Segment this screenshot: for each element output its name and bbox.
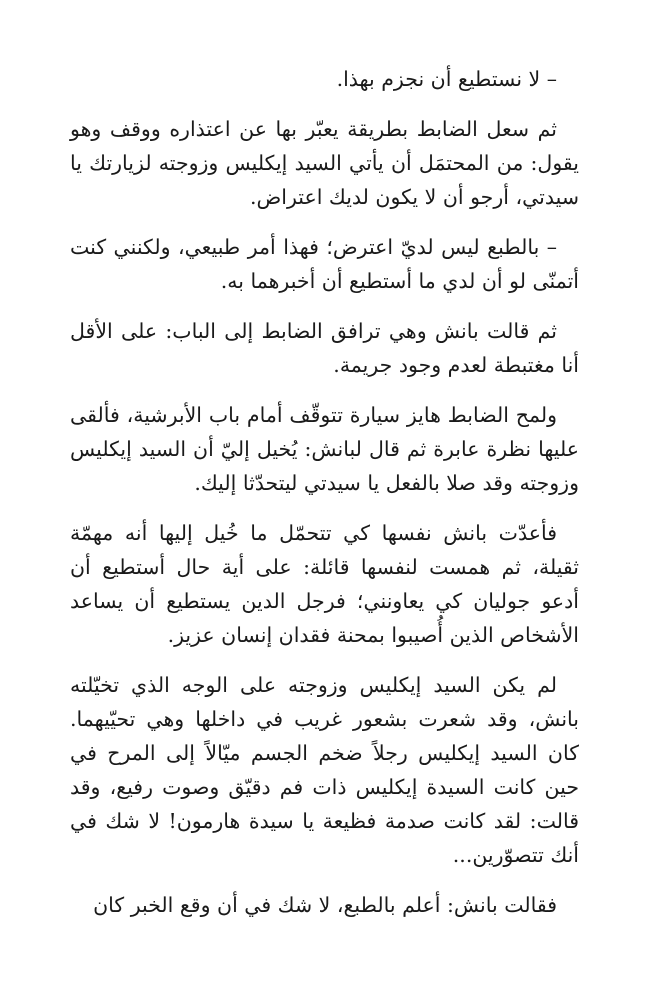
paragraph-3: – بالطبع ليس لديّ اعترض؛ فهذا أمر طبيعي، ولكنني كنت أتمنّى لو أن لدي ما أستطيع أن أخبرهما به. — [70, 235, 579, 293]
paragraph-1: – لا نستطيع أن نجزم بهذا. — [336, 67, 557, 91]
paragraph-7: لم يكن السيد إيكليس وزوجته على الوجه الذي تخيّلته بانش، وقد شعرت بشعور غريب في داخلها وهي تحيّيهما. كان السيد إيكليس رجلاً ضخم الجسم ميّالاً إلى المرح في حين كانت السيدة إيكليس ذات فم دقيّق وصوت رفيع، وقد قالت: لقد كانت صدمة فظيعة يا سيدة هارمون! لا شك في أنك تتصوّرين... — [70, 673, 579, 867]
paragraph-8: فقالت بانش: أعلم بالطبع، لا شك في أن وقع الخبر كان — [93, 893, 557, 917]
paragraph-5: ولمح الضابط هايز سيارة تتوقّف أمام باب الأبرشية، فألقى عليها نظرة عابرة ثم قال لبانش: يُخيل إليّ أن السيد إيكليس وزوجته وقد صلا بالفعل يا سيدتي ليتحدّثا إليك. — [70, 403, 579, 495]
paragraph-2: ثم سعل الضابط بطريقة يعبّر بها عن اعتذاره ووقف وهو يقول: من المحتمَل أن يأتي السيد إيكليس وزوجته لزيارتك يا سيدتي، أرجو أن لا يكون لديك اعتراض. — [70, 117, 579, 209]
paragraph-6: فأعدّت بانش نفسها كي تتحمّل ما خُيل إليها أنه مهمّة ثقيلة، ثم همست لنفسها قائلة: على أية حال أستطيع أن أدعو جوليان كي يعاونني؛ فرجل الدين يستطيع أن يساعد الأشخاص الذين أُصيبوا بمحنة فقدان إنسان عزيز. — [70, 521, 579, 647]
paragraph-4: ثم قالت بانش وهي ترافق الضابط إلى الباب: على الأقل أنا مغتبطة لعدم وجود جريمة. — [70, 319, 579, 377]
